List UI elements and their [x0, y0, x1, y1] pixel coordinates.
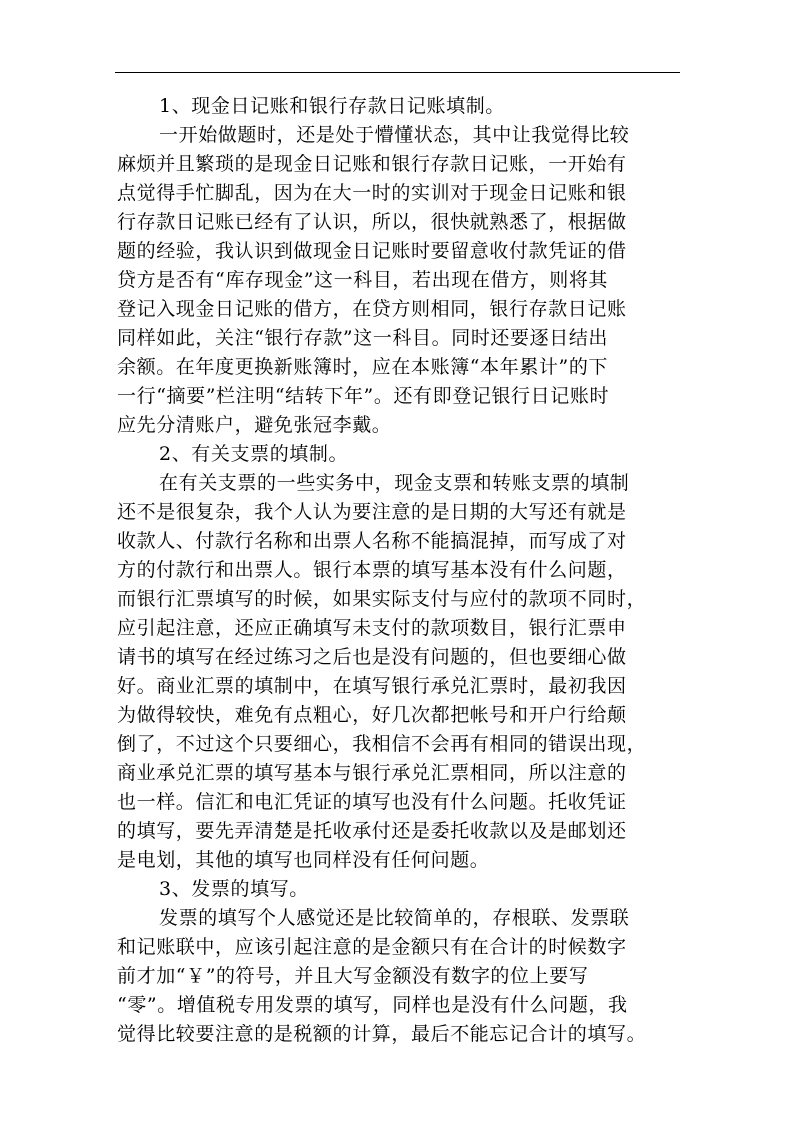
paragraph-line: 倒了，不过这个只要细心，我相信不会再有相同的错误出现， — [117, 733, 647, 755]
paragraph-first-line: 3、发票的填写。 — [159, 878, 309, 900]
paragraph-line: 应引起注意，还应正确填写未支付的款项数目，银行汇票申 — [117, 617, 627, 639]
paragraph-line: 请书的填写在经过练习之后也是没有问题的，但也要细心做 — [117, 646, 627, 668]
paragraph-line: 是电划，其他的填写也同样没有任何问题。 — [117, 849, 490, 871]
paragraph-first-line: 2、有关支票的填制。 — [159, 443, 349, 465]
paragraph-line: 同样如此，关注“银行存款”这一科目。同时还要逐日结出 — [117, 327, 609, 349]
paragraph-line: 也一样。信汇和电汇凭证的填写也没有什么问题。托收凭证 — [117, 791, 627, 813]
paragraph-line: 商业承兑汇票的填写基本与银行承兑汇票相同，所以注意的 — [117, 762, 627, 784]
paragraph-line: 题的经验，我认识到做现金日记账时要留意收付款凭证的借 — [117, 240, 627, 262]
paragraph-line: 收款人、付款行名称和出票人名称不能搞混掉，而写成了对 — [117, 530, 627, 552]
header-rule — [115, 72, 680, 73]
paragraph-first-line: 发票的填写个人感觉还是比较简单的，存根联、发票联 — [159, 907, 630, 929]
paragraph-line: “零”。增值税专用发票的填写，同样也是没有什么问题，我 — [117, 994, 628, 1016]
paragraph-line: 为做得较快，难免有点粗心，好几次都把帐号和开户行给颠 — [117, 704, 627, 726]
paragraph-line: 和记账联中，应该引起注意的是金额只有在合计的时候数字 — [117, 936, 627, 958]
paragraph-line: 点觉得手忙脚乱，因为在大一时的实训对于现金日记账和银 — [117, 182, 627, 204]
paragraph-line: 应先分清账户，避免张冠李戴。 — [117, 414, 392, 436]
paragraph-first-line: 在有关支票的一些实务中，现金支票和转账支票的填制 — [159, 472, 630, 494]
paragraph-line: 余额。在年度更换新账簿时，应在本账簿“本年累计”的下 — [117, 356, 609, 378]
paragraph-line: 觉得比较要注意的是税额的计算，最后不能忘记合计的填写。 — [117, 1023, 647, 1045]
document-body — [117, 92, 683, 1049]
paragraph-line: 的填写，要先弄清楚是托收承付还是委托收款以及是邮划还 — [117, 820, 627, 842]
paragraph-line: 贷方是否有“库存现金”这一科目，若出现在借方，则将其 — [117, 269, 609, 291]
paragraph-first-line: 一开始做题时，还是处于懵懂状态，其中让我觉得比较 — [159, 124, 630, 146]
paragraph-line: 而银行汇票填写的时候，如果实际支付与应付的款项不同时， — [117, 588, 647, 610]
paragraph-line: 登记入现金日记账的借方，在贷方则相同，银行存款日记账 — [117, 298, 627, 320]
paragraph-line: 前才加“￥”的符号，并且大写金额没有数字的位上要写 — [117, 965, 589, 987]
paragraph-line: 还不是很复杂，我个人认为要注意的是日期的大写还有就是 — [117, 501, 627, 523]
paragraph-line: 方的付款行和出票人。银行本票的填写基本没有什么问题， — [117, 559, 627, 581]
paragraph-line: 麻烦并且繁琐的是现金日记账和银行存款日记账，一开始有 — [117, 153, 627, 175]
paragraph-first-line: 1、现金日记账和银行存款日记账填制。 — [159, 95, 505, 117]
paragraph-line: 行存款日记账已经有了认识，所以，很快就熟悉了，根据做 — [117, 211, 627, 233]
paragraph-line: 好。商业汇票的填制中，在填写银行承兑汇票时，最初我因 — [117, 675, 627, 697]
paragraph-line: 一行“摘要”栏注明“结转下年”。还有即登记银行日记账时 — [117, 385, 610, 407]
